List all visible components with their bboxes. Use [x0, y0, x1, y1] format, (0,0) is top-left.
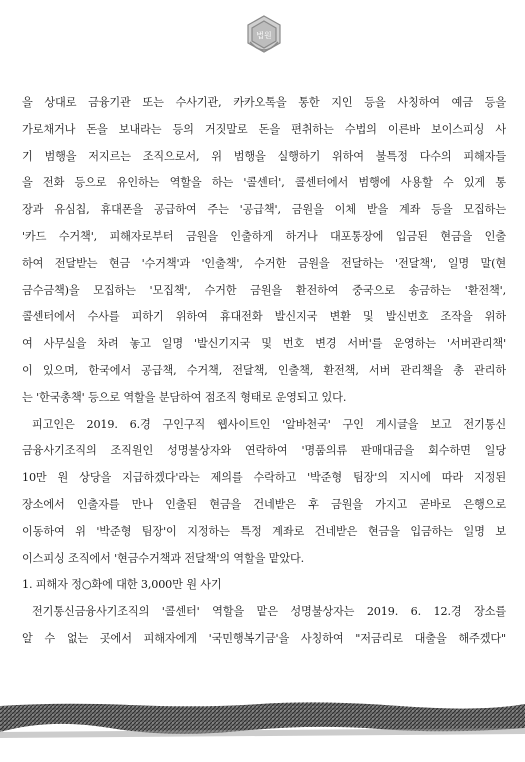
- body-line: 알 수 없는 곳에서 피해자에게 '국민행복기금'을 사칭하여 "저금리로 대출을 해주겠다": [22, 631, 506, 645]
- body-line: 이동하여 위 '박준형 팀장'이 지정하는 특정 계좌로 건네받은 현금을 입금하는 일명 보: [22, 524, 506, 538]
- body-line: 을 상대로 금융기관 또는 수사기관, 카카오톡을 통한 지인 등을 사칭하여 예금 등을: [22, 96, 506, 109]
- body-line: 장과 유심칩, 휴대폰을 공급하여 주는 '공급책', 금원을 이체 받을 계좌 등을 모집하는: [22, 203, 506, 217]
- section-heading: 1. 피해자 정○화에 대한 3,000만 원 사기: [22, 578, 222, 592]
- body-line: 여 사무실을 차려 놓고 일명 '발신기지국 및 번호 변경 서버'를 운영하는 '서버관리책': [22, 337, 506, 351]
- document-body: [22, 90, 506, 653]
- body-line: 을 전화 등으로 유인하는 역할을 하는 '콜센터', 콜센터에서 범행에 사용할 수 있게 통: [22, 176, 506, 190]
- body-line: 가로채거나 돈을 보내라는 등의 거짓말로 돈을 편취하는 수법의 이른바 보이스피싱 사: [22, 122, 506, 136]
- body-line: 기 범행을 저지르는 조직으로서, 위 범행을 실행하기 위하여 불특정 다수의 피해자들: [22, 149, 506, 163]
- emblem-label: 법원: [256, 31, 272, 40]
- body-line: '카드 수거책', 피해자로부터 금원을 인출하게 하거나 대포통장에 입금된 현금을 인출: [22, 229, 506, 243]
- body-line: 전기통신금융사기조직의 '콜센터' 역할을 맡은 성명불상자는 2019. 6. 12.경 장소를: [32, 605, 506, 619]
- body-line: 10만 원 상당을 지급하겠다'라는 제의를 수락하고 '박준형 팀장'의 지시에 따라 지정된: [22, 471, 506, 485]
- paragraph-org-structure: [22, 90, 506, 412]
- body-line: 장소에서 인출자를 만나 인출된 현금을 건네받은 후 금원을 가지고 곧바로 은행으로: [22, 497, 506, 511]
- body-line: 피고인은 2019. 6.경 구인구직 웹사이트인 '알바천국' 구인 게시글을 보고 전기통신: [32, 417, 506, 431]
- body-line: 콜센터에서 수사를 피하기 위하여 휴대전화 발신지국 변환 및 발신번호 조작을 위하: [22, 310, 506, 324]
- body-line: 금수금책)을 모집하는 '모집책', 수거한 금원을 환전하여 중국으로 송금하는 '환전책',: [22, 283, 506, 297]
- court-emblem-icon: [240, 12, 288, 60]
- paragraph-fraud-count: [22, 599, 506, 653]
- body-line: 이스피싱 조직에서 '현금수거책과 전달책'의 역할을 맡았다.: [22, 551, 305, 565]
- scan-noise-band: [0, 702, 525, 742]
- body-line: 는 '한국총책' 등으로 역할을 분담하여 점조직 형태로 운영되고 있다.: [22, 390, 347, 404]
- body-line: 하여 전달받는 현금 '수거책'과 '인출책', 수거한 금원을 전달하는 '전달책', 일명 말(현: [22, 256, 506, 270]
- body-line: 이 있으며, 한국에서 공급책, 수거책, 전달책, 인출책, 환전책, 서버 관리책을 총 관리하: [22, 363, 506, 377]
- paragraph-defendant-role: [22, 412, 506, 573]
- body-line: 금융사기조직의 조직원인 성명불상자와 연락하여 '명품의류 판매대금을 회수하면 일당: [22, 444, 506, 458]
